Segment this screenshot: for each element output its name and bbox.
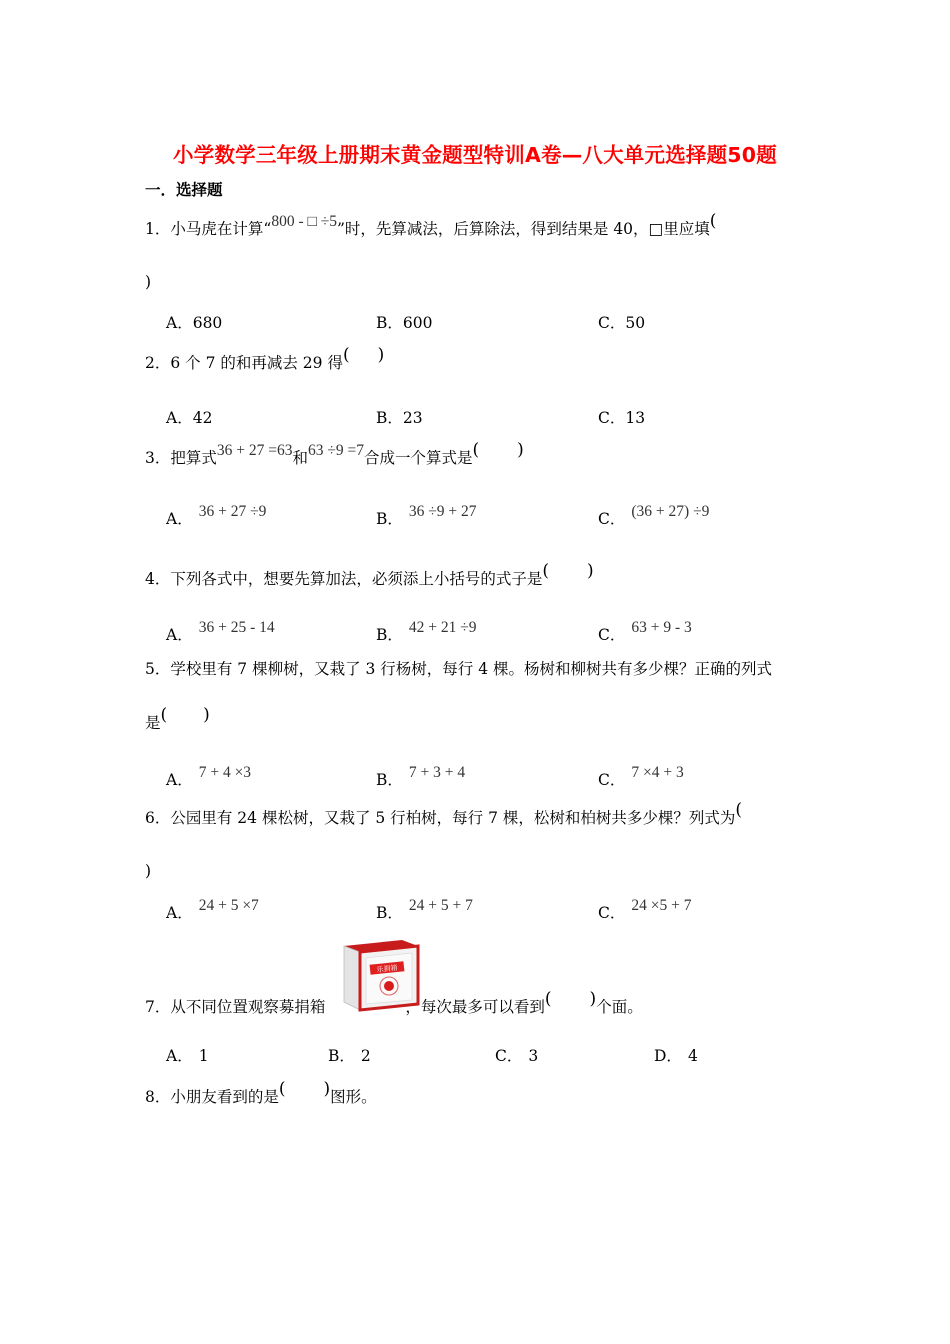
- q3-option-b[interactable]: [376, 503, 477, 529]
- q1-paren-close-line: [145, 273, 151, 291]
- option-label: C．: [598, 314, 626, 332]
- q2-option-c[interactable]: [598, 406, 645, 428]
- option-value: (36 + 27) ÷9: [631, 503, 710, 520]
- q7-paren-close: ): [589, 989, 597, 1009]
- option-label: B．: [328, 1047, 355, 1065]
- option-value: 42: [192, 409, 213, 427]
- option-label: B．: [376, 771, 403, 789]
- question-6: [145, 800, 743, 828]
- option-label: A．: [166, 314, 193, 332]
- option-label: A．: [166, 904, 193, 922]
- option-value: 23: [402, 409, 423, 427]
- q3-text-mid: 和: [292, 449, 309, 467]
- option-label: B．: [376, 314, 403, 332]
- option-label: B．: [376, 904, 403, 922]
- q5-option-b[interactable]: [376, 764, 466, 790]
- q4-paren-open: (: [542, 561, 550, 581]
- q3-number: 3．: [145, 449, 171, 467]
- option-label: C．: [598, 409, 626, 427]
- option-label: C．: [598, 510, 626, 528]
- question-4: [145, 561, 594, 589]
- q6-paren-close-line: [145, 862, 151, 880]
- q3-option-a[interactable]: [166, 503, 267, 529]
- q1-paren-close: ): [145, 273, 152, 291]
- option-label: A．: [166, 771, 193, 789]
- option-label: C．: [598, 904, 626, 922]
- question-3: [145, 440, 524, 468]
- q6-option-b[interactable]: [376, 897, 473, 923]
- q8-paren-close: ): [323, 1079, 331, 1099]
- q2-number: 2．: [145, 354, 171, 372]
- option-value: 7 ×4 + 3: [631, 764, 684, 781]
- q2-text: 6 个 7 的和再减去 29 得: [170, 354, 343, 372]
- q4-option-c[interactable]: [598, 619, 692, 645]
- q6-option-c[interactable]: [598, 897, 692, 923]
- q1-text-post: ”时，先算减法，后算除法，得到结果是 40，□里应填: [336, 220, 710, 238]
- option-label: C．: [598, 626, 626, 644]
- q3-paren-open: (: [472, 440, 480, 460]
- q7-text-pre: 从不同位置观察募捐箱: [170, 998, 326, 1016]
- page-title: 小学数学三年级上册期末黄金题型特训A卷—八大单元选择题50题: [173, 143, 777, 167]
- q1-number: 1．: [145, 220, 171, 238]
- option-label: C．: [495, 1047, 523, 1065]
- option-value: 1: [198, 1047, 209, 1065]
- q1-paren-open: (: [709, 211, 717, 231]
- question-8: [145, 1079, 377, 1107]
- q7-option-c[interactable]: [495, 1044, 538, 1066]
- option-label: B．: [376, 510, 403, 528]
- question-5: [145, 657, 772, 679]
- q5-text: 学校里有 7 棵柳树，又栽了 3 行杨树，每行 4 棵。杨树和柳树共有多少棵？正确的列式: [170, 660, 773, 678]
- option-value: 24 ×5 + 7: [631, 897, 692, 914]
- option-value: 4: [687, 1047, 698, 1065]
- option-value: 600: [402, 314, 433, 332]
- q2-option-b[interactable]: [376, 406, 423, 428]
- q1-option-a[interactable]: [166, 311, 222, 333]
- option-value: 7 + 4 ×3: [198, 764, 252, 781]
- q3-option-c[interactable]: [598, 503, 710, 529]
- q4-option-b[interactable]: [376, 619, 477, 645]
- q5-paren-close: ): [203, 705, 210, 725]
- q3-paren-close: ): [517, 440, 524, 460]
- option-value: 50: [625, 314, 646, 332]
- option-value: 13: [625, 409, 646, 427]
- option-label: A．: [166, 409, 193, 427]
- q5-option-c[interactable]: [598, 764, 684, 790]
- q3-math-1: 36 + 27 =63: [216, 442, 293, 459]
- q3-text-pre: 把算式: [170, 449, 217, 467]
- q2-option-a[interactable]: [166, 406, 212, 428]
- option-value: 63 + 9 - 3: [631, 619, 692, 636]
- q7-text-post-2: 个面。: [596, 998, 643, 1016]
- question-7: [145, 989, 643, 1017]
- q7-option-d[interactable]: [654, 1044, 698, 1066]
- section-heading: 一．选择题: [145, 181, 223, 199]
- option-label: D．: [654, 1047, 682, 1065]
- q6-paren-open: (: [735, 800, 743, 820]
- q7-option-b[interactable]: [328, 1044, 371, 1066]
- question-5-cont: [145, 705, 210, 733]
- q3-math-2: 63 ÷9 =7: [308, 442, 365, 459]
- option-label: C．: [598, 771, 626, 789]
- q2-paren-open: (: [342, 345, 350, 365]
- q5-text-2: 是: [145, 714, 161, 732]
- q6-paren-close: ): [145, 862, 152, 880]
- option-value: 2: [360, 1047, 371, 1065]
- option-value: 7 + 3 + 4: [408, 764, 466, 781]
- q8-paren-open: (: [278, 1079, 286, 1099]
- q1-text-pre: 小马虎在计算“: [170, 220, 272, 238]
- option-value: 24 + 5 ×7: [198, 897, 259, 914]
- q1-math: 800 - □ ÷5: [271, 213, 337, 230]
- q7-option-a[interactable]: [166, 1044, 209, 1066]
- q8-text-pre: 小朋友看到的是: [170, 1088, 279, 1106]
- q4-number: 4．: [145, 570, 171, 588]
- q8-number: 8．: [145, 1088, 171, 1106]
- q5-option-a[interactable]: [166, 764, 252, 790]
- q3-text-post: 合成一个算式是: [364, 449, 473, 467]
- q6-option-a[interactable]: [166, 897, 259, 923]
- option-value: 36 ÷9 + 27: [408, 503, 477, 520]
- q7-text-post-1: ，每次最多可以看到: [405, 998, 545, 1016]
- option-label: A．: [166, 510, 193, 528]
- q1-option-b[interactable]: [376, 311, 432, 333]
- donation-box-label: 乐捐箱: [376, 963, 398, 975]
- option-label: A．: [166, 1047, 193, 1065]
- option-value: 24 + 5 + 7: [408, 897, 473, 914]
- q2-paren-close: ): [377, 345, 385, 365]
- option-value: 36 + 27 ÷9: [198, 503, 267, 520]
- option-label: A．: [166, 626, 193, 644]
- q4-paren-close: ): [587, 561, 594, 581]
- q7-number: 7．: [145, 998, 171, 1016]
- q5-paren-open: (: [160, 705, 168, 725]
- option-value: 42 + 21 ÷9: [408, 619, 477, 636]
- q6-number: 6．: [145, 809, 171, 827]
- option-value: 3: [528, 1047, 539, 1065]
- q5-number: 5．: [145, 660, 171, 678]
- option-value: 680: [192, 314, 223, 332]
- q1-option-c[interactable]: [598, 311, 645, 333]
- option-label: B．: [376, 626, 403, 644]
- option-value: 36 + 25 - 14: [198, 619, 275, 636]
- question-2: [145, 345, 385, 373]
- option-label: B．: [376, 409, 403, 427]
- question-1: [145, 211, 717, 239]
- q8-text-post: 图形。: [330, 1088, 377, 1106]
- q4-text: 下列各式中，想要先算加法，必须添上小括号的式子是: [170, 570, 543, 588]
- q4-option-a[interactable]: [166, 619, 275, 645]
- q7-paren-open: (: [544, 989, 552, 1009]
- q6-text: 公园里有 24 棵松树，又栽了 5 行柏树，每行 7 棵，松树和柏树共多少棵？列式为: [170, 809, 736, 827]
